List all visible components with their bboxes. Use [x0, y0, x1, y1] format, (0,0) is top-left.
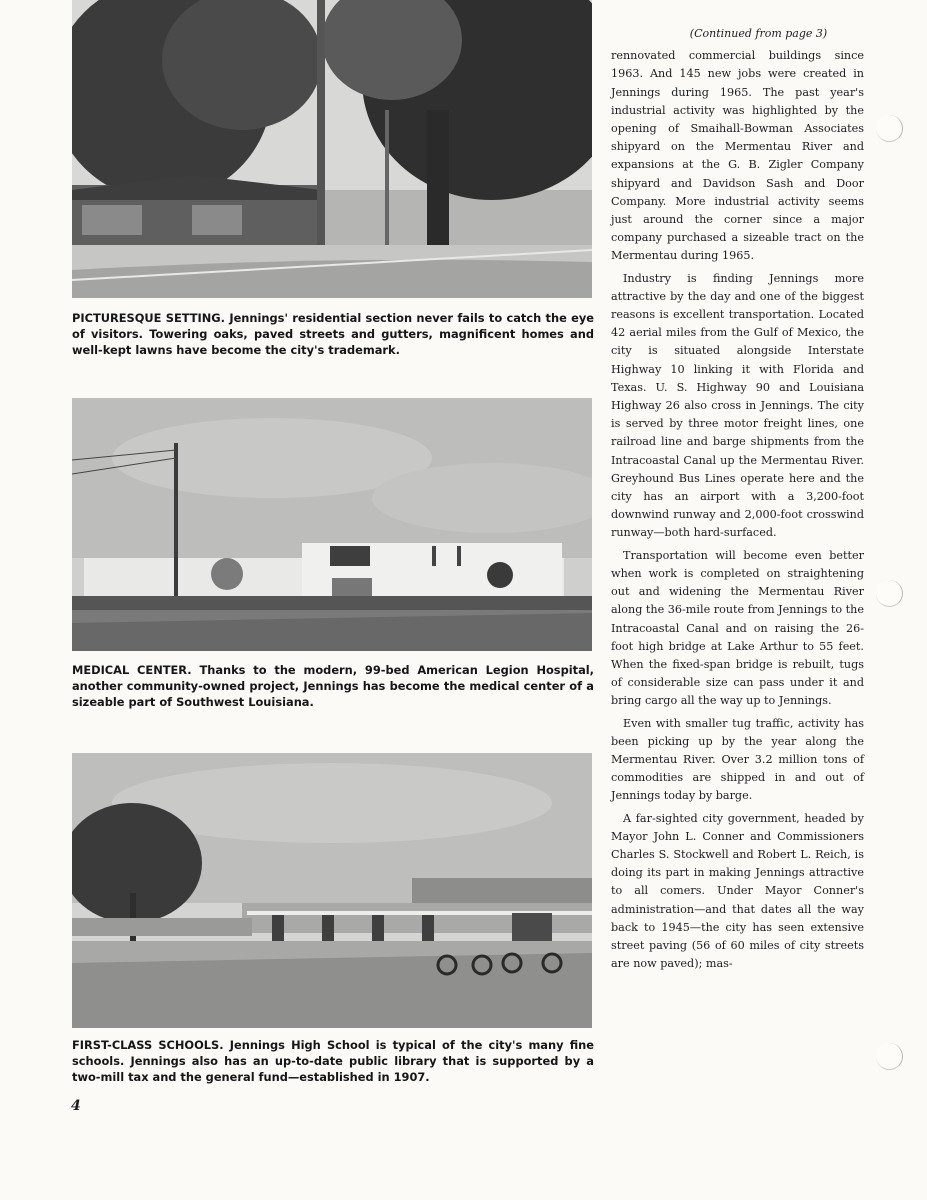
article-paragraph: Even with smaller tug traffic, activity has been picking up by the year along the Mermentau River. Over 3.2 million tons of commodities are shipped in and out of Jennings today by barge.	[611, 716, 864, 803]
school-image	[72, 753, 592, 1028]
article-paragraph: rennovated commercial buildings since 1963. And 145 new jobs were created in Jennings during 1965. The past year's industrial activity was highlighted by the opening of Smaihall-Bowman Associates shipyard on the Mermentau River and expansions at the G. B. Zigler Company shipyard and Davidson Sash and Door Company. More industrial activity seems just around the corner since a major company purchased a sizeable tract on the Mermentau during 1965.	[611, 49, 864, 263]
binder-hole	[876, 1043, 903, 1070]
photo-residential	[72, 0, 592, 298]
article-paragraph: Industry is finding Jennings more attractive by the day and one of the biggest reasons is excellent transportation. Located 42 aerial miles from the Gulf of Mexico, the city is situated alongside Interstate Highway 10 linking it with Florida and Texas. U. S. Highway 90 and Louisiana Highway 26 also cross in Jennings. The city is served by three motor freight lines, one railroad line and barge shipments from the Intracoastal Canal up the Mermentau River. Greyhound Bus Lines operate here and the city has an airport with a 3,200-foot downwind runway and 2,000-foot crosswind runway—both hard-surfaced.	[611, 271, 864, 540]
photo-medical	[72, 398, 592, 651]
caption-residential	[72, 310, 594, 358]
caption-title: MEDICAL CENTER.	[72, 663, 192, 677]
article-column	[611, 25, 864, 977]
hospital-image	[72, 398, 592, 651]
caption-text: Thanks to the modern, 99-bed American Legion Hospital, another community-owned project, Jennings has become the medical center of a sizeable part of Southwest Louisiana.	[72, 663, 595, 709]
caption-title: FIRST-CLASS SCHOOLS.	[72, 1038, 224, 1052]
article-paragraph: A far-sighted city government, headed by Mayor John L. Conner and Commissioners Charles S. Stockwell and Robert L. Reich, is doing its part in making Jennings attractive to all comers. Under Mayor Conner's administration—and that dates all the way back to 1945—the city has seen extensive street paving (56 of 60 miles of city streets are now paved); mas-	[611, 811, 864, 971]
article-paragraph: Transportation will become even better when work is completed on straightening out and widening the Mermentau River along the 36-mile route from Jennings to the Intracoastal Canal and on raising the 26-foot high bridge at Lake Arthur to 55 feet. When the fixed-span bridge is rebuilt, tugs of considerable size can pass under it and bring cargo all the way up to Jennings.	[611, 548, 864, 708]
continued-note: (Continued from page 3)	[689, 27, 828, 40]
caption-title: PICTURESQUE SETTING.	[72, 311, 225, 325]
caption-medical	[72, 662, 594, 710]
binder-hole	[876, 115, 903, 142]
caption-text: Jennings High School is typical of the city's many fine schools. Jennings also has an up-to-date public library that is supported by a two-mill tax and the general fund—established in 1907.	[72, 1038, 594, 1084]
photo-school	[72, 753, 592, 1028]
caption-school	[72, 1037, 594, 1085]
binder-hole	[876, 580, 903, 607]
caption-text: Jennings' residential section never fails to catch the eye of visitors. Towering oaks, paved streets and gutters, magnificent homes and well-kept lawns have become the city's trademark.	[72, 311, 595, 357]
page-number: 4	[71, 1098, 81, 1114]
residential-street-image	[72, 0, 592, 298]
